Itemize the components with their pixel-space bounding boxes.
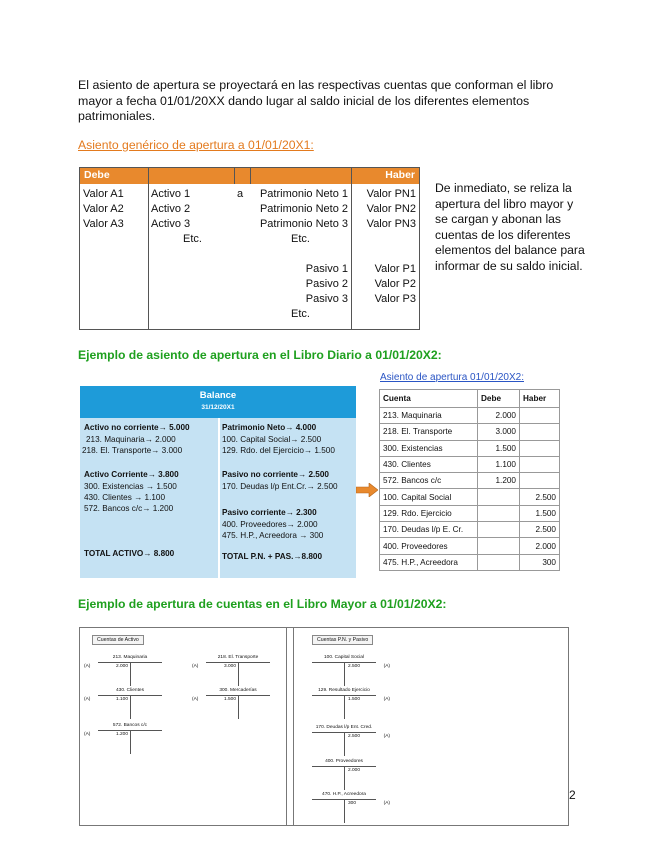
t-account: 400. Proveedores 2.000	[312, 759, 376, 793]
activo-etc: Etc.	[183, 233, 202, 245]
patrimonio-1: Patrimonio Neto 1	[259, 188, 348, 200]
patrimonio-3: Patrimonio Neto 3	[259, 218, 348, 230]
pasivo-corriente: Pasivo corriente→ 2.300	[222, 508, 317, 517]
pasivo-no-corriente: Pasivo no corriente→ 2.500	[222, 470, 329, 479]
valor-pn-1: Valor PN1	[366, 188, 416, 200]
valor-pn-2: Valor PN2	[366, 203, 416, 215]
activo-2: Activo 2	[151, 203, 191, 215]
t-account: 170. Deudas l/p Ent. Cred. 2.500 (A)	[312, 725, 376, 759]
pasivo-1: Pasivo 1	[305, 263, 348, 275]
table-row: 430. Clientes 1.100	[380, 456, 560, 472]
valor-p-1: Valor P1	[374, 263, 416, 275]
pn-item-2: 129. Rdo. del Ejercicio→ 1.500	[222, 446, 335, 455]
table-row: 213. Maquinaria 2.000	[380, 408, 560, 424]
valor-a-2: Valor A2	[83, 203, 124, 215]
table-row: 170. Deudas l/p E. Cr. 2.500	[380, 522, 560, 538]
haber-header: Haber	[385, 169, 415, 181]
page-number: 2	[569, 788, 576, 802]
activo-3: Activo 3	[151, 218, 191, 230]
side-note: De inmediato, se reliza la apertura del libro mayor y se cargan y abonan las cuentas de los diferentes elementos del balance para informar de su saldo inicial.	[435, 181, 585, 273]
journal-header-haber: Haber	[520, 390, 560, 408]
t-account: 430. Clientes (A) 1.100	[98, 688, 162, 722]
debe-header: Debe	[84, 169, 110, 181]
activo-no-corriente: Activo no corriente→ 5.000	[84, 423, 190, 432]
t-account: 100. Capital Social 2.500 (A)	[312, 655, 376, 689]
activo-1: Activo 1	[151, 188, 191, 200]
ac-item-1: 300. Existencias → 1.500	[84, 482, 177, 491]
pc-item-1: 400. Proveedores→ 2.000	[222, 520, 318, 529]
pc-item-2: 475. H.P., Acreedora → 300	[222, 531, 324, 540]
diario-title: Ejemplo de asiento de apertura en el Libro Diario a 01/01/20X2:	[78, 348, 442, 362]
t-account: 470. H.P., Acreedora 300 (A)	[312, 792, 376, 826]
pasivo-accounts-label: Cuentas P.N. y Pasivo	[312, 635, 373, 645]
t-account: 300. Mercaderías (A) 1.500	[206, 688, 270, 722]
t-account: 572. Bancos c/c (A) 1.200	[98, 723, 162, 757]
valor-a-3: Valor A3	[83, 218, 124, 230]
anc-item-1: 213. Maquinaria→ 2.000	[86, 435, 176, 444]
valor-p-2: Valor P2	[374, 278, 416, 290]
journal-title: Asiento de apertura 01/01/20X2:	[380, 372, 524, 383]
activo-corriente: Activo Corriente→ 3.800	[84, 470, 179, 479]
journal-header-cuenta: Cuenta	[380, 390, 478, 408]
patrimonio-etc: Etc.	[291, 233, 310, 245]
pasivo-3: Pasivo 3	[305, 293, 348, 305]
table-row: 475. H.P., Acreedora 300	[380, 554, 560, 570]
ac-item-2: 430. Clientes → 1.100	[84, 493, 166, 502]
table-row: 400. Proveedores 2.000	[380, 538, 560, 554]
balance-panel	[80, 386, 356, 578]
table-row: 300. Existencias 1.500	[380, 440, 560, 456]
pasivo-2: Pasivo 2	[305, 278, 348, 290]
t-account: 218. El. Transporte (A) 3.000	[206, 655, 270, 689]
journal-header-debe: Debe	[478, 390, 520, 408]
journal-table	[379, 389, 560, 571]
t-account: 129. Resultado Ejercicio 1.500 (A)	[312, 688, 376, 722]
a-connector: a	[237, 188, 244, 200]
patrimonio-2: Patrimonio Neto 2	[259, 203, 348, 215]
table-row: 218. El. Transporte 3.000	[380, 424, 560, 440]
intro-paragraph: El asiento de apertura se proyectará en las respectivas cuentas que conforman el libro mayor a fecha 01/01/20XX dando lugar al saldo inicial de los diferentes elementos patrimoniales.	[78, 78, 554, 123]
pn-item-1: 100. Capital Social→ 2.500	[222, 435, 322, 444]
pasivo-etc: Etc.	[291, 308, 310, 320]
t-account: 213. Maquinaria (A) 2.000	[98, 655, 162, 689]
generic-entry-table	[79, 167, 420, 330]
table-row: 572. Bancos c/c 1.200	[380, 473, 560, 489]
patrimonio-neto: Patrimonio Neto→ 4.000	[222, 423, 317, 432]
valor-a-1: Valor A1	[83, 188, 124, 200]
generic-entry-title: Asiento genérico de apertura a 01/01/20X1:	[78, 138, 314, 152]
balance-date: 31/12/20X1	[201, 404, 235, 411]
table-row: 129. Rdo. Ejercicio 1.500	[380, 505, 560, 521]
mayor-title: Ejemplo de apertura de cuentas en el Libro Mayor a 01/01/20X2:	[78, 597, 447, 611]
pnc-item-1: 170. Deudas l/p Ent.Cr.→ 2.500	[222, 482, 338, 491]
anc-item-2: 218. El. Transporte→ 3.000	[82, 446, 183, 455]
ledger-panel	[79, 627, 569, 826]
table-row: 100. Capital Social 2.500	[380, 489, 560, 505]
arrow-right-icon	[356, 483, 378, 497]
valor-p-3: Valor P3	[374, 293, 416, 305]
total-activo: TOTAL ACTIVO→ 8.800	[84, 549, 175, 558]
ac-item-3: 572. Bancos c/c→ 1.200	[84, 504, 174, 513]
valor-pn-3: Valor PN3	[366, 218, 416, 230]
balance-title: Balance	[199, 390, 237, 401]
total-pn-pasivo: TOTAL P.N. + PAS.→8.800	[222, 552, 323, 561]
activo-accounts-label: Cuentas de Activo	[92, 635, 144, 645]
